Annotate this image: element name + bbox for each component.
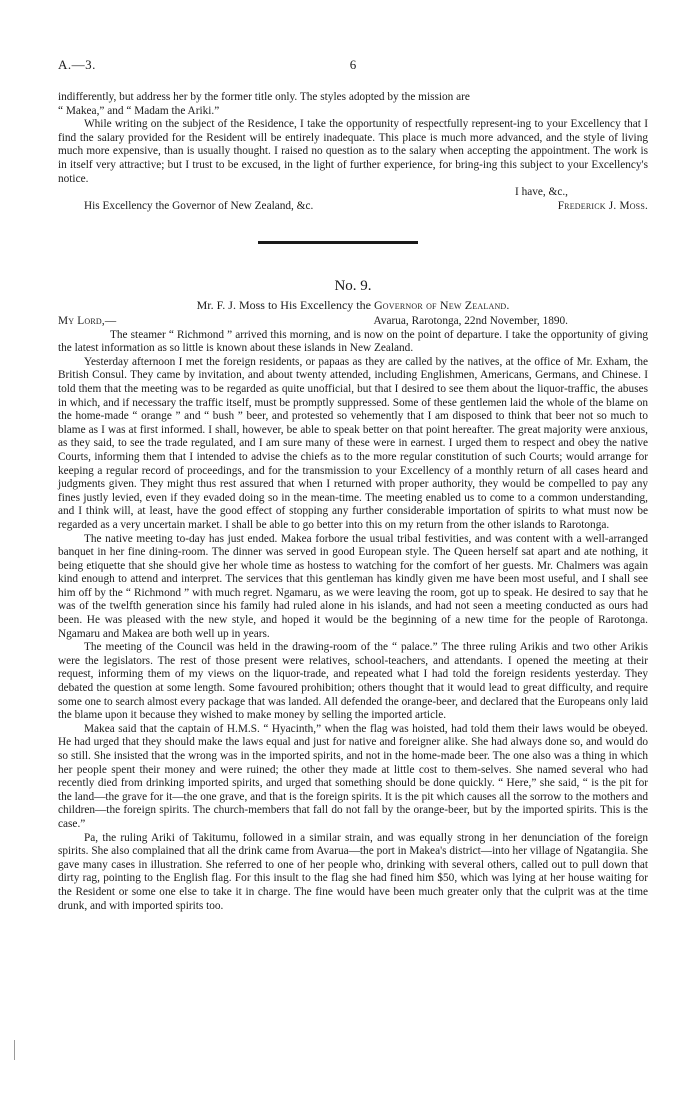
section-divider bbox=[258, 241, 418, 244]
margin-mark bbox=[14, 1040, 15, 1060]
page-number: 6 bbox=[349, 57, 357, 72]
closing-row bbox=[58, 186, 648, 200]
paragraph: While writing on the subject of the Residence, I take the opportunity of respectfully represent-ing to your Excellency that I find the salary provided for the Resident will be entirely inadequate. This place is much more advanced, and the style of living much more expensive, than is usually thought. I raised no question as to the salary when accepting the appointment. The work is in itself very attractive; but I trust to be excused, in the light of further experience, for bring-ing this subject to your Excellency's notice. bbox=[58, 118, 648, 185]
running-header bbox=[58, 58, 648, 76]
paragraph: The meeting of the Council was held in the drawing-room of the “ palace.” The three ruling Arikis and two other Arikis were the legislators. The rest of those present were relatives, school-teachers, and attendants. I opened the meeting at their request, informing them of my views on the liquor-trade, and repeated what I had told the foreign residents yesterday. They debated the question at some length. Some favoured prohibition; others thought that it would lead to great difficulty, and require some one to search almost every package that was landed. All defended the orange-beer, and declared that the Europeans only laid the blame upon it because they wished to make money by selling the imported article. bbox=[58, 641, 648, 722]
paragraph: Makea said that the captain of H.M.S. “ Hyacinth,” when the flag was hoisted, had told them their laws would be obeyed. He had urged that they should make the laws equal and just for native and foreigner alike. She had always done so, and would do so still. She insisted that the wrong was in the imported spirits, and not in the home-made beer. The one also was a thing in which her people spent their money and were ruined; the other they made at little cost to them-selves. She named several who had recently died from drinking imported spirits, and urged that something should be done quickly. “ Here,” she said, “ is the pit for the land—the grave for it—the one grave, and that is the foreign spirits. It is the pit which causes all the sorrow to the mothers and children—the foreign spirits. The church-members that fall do not fall by the orange-beer, but by the imported spirits. This is the case.” bbox=[58, 722, 648, 830]
closing-formula: I have, &c., bbox=[514, 186, 568, 199]
paragraph: The native meeting to-day has just ended. Makea forbore the usual tribal festivities, and was content with a well-arranged banquet in her fine dining-room. The dinner was served in good European style. The Queen herself sat apart and ate nothing, it being etiquette that she should give her whole time as hostess to watching for the comfort of her guests. Mr. Chalmers was again kind enough to attend and interpret. The services that this gentleman has kindly given me have been most useful, and I shall see him off by the “ Richmond ” with much regret. Ngamaru, as we were leaving the room, got up to speak. He desired to say that he was of the twelfth generation since his family had ruled alone in his islands, and had not seen a meeting conducted as ours had been. He was pleased with the new style, and hoped it would be the beginning of a new time for the people of Rarotonga. Ngamaru and Makea are both well up in years. bbox=[58, 532, 648, 640]
letter-number: No. 9. bbox=[334, 278, 372, 294]
salutation: My Lord,— bbox=[58, 315, 117, 327]
signature-row bbox=[58, 200, 648, 214]
letter-title bbox=[58, 298, 648, 313]
paragraph-line: indifferently, but address her by the former title only. The styles adopted by the mission are bbox=[58, 91, 470, 103]
paragraph: The steamer “ Richmond ” arrived this morning, and is now on the point of departure. I take the opportunity of giving the latest information as so little is known about these islands in New Zealand. bbox=[58, 328, 648, 355]
letter-title-suffix: . bbox=[506, 298, 510, 312]
letter-title-prefix: Mr. F. J. Moss to His Excellency the bbox=[196, 298, 374, 312]
signature: Frederick J. Moss. bbox=[557, 199, 648, 212]
paragraph: Pa, the ruling Ariki of Takitumu, followed in a similar strain, and was equally strong in her denunciation of the foreign spirits. She also complained that all the drink came from Avarua—the port in Makea's district—into her village of Ngatangiia. She gave many cases in illustration. She referred to one of her people who, drinking with several others, called out to pull down that dirty rag, pointing to the English flag. For this insult to the flag she had fined him $50, which was lying at her house waiting for the Resident or some one else to take it in charge. The fine would have been much greater only that the culprit was at the time drunk, and with imported spirits too. bbox=[58, 831, 648, 912]
salutation-row bbox=[58, 315, 648, 329]
addressee: His Excellency the Governor of New Zealand, &c. bbox=[84, 199, 314, 212]
paragraph: Yesterday afternoon I met the foreign residents, or papaas as they are called by the natives, at the office of Mr. Exham, the British Consul. They came by invitation, and about twenty attended, including Englishmen, Americans, Germans, and Chinese. I told them that the meeting was to be regarded as quite unofficial, but that I desired to see them about the liquor-traffic, the abuses in which, and if necessary the traffic itself, must be promptly suppressed. Some of these gentlemen laid the whole of the blame on the home-made “ orange ” and “ bush ” beer, and protested so vehemently that I am disposed to think that beer not so much to blame as I was at first informed. I shall, however, be able to speak better on that point hereafter. The great majority were anxious, as they said, to see the trade regulated, and I am sure many of these were in earnest. I urged them to respect and obey the native Courts, informing them that I intended to advise the chiefs as to the more regular constitution of such Courts; would arrange for keeping a regular record of proceedings, and for the transmission to your Excellency of a monthly return of all cases heard and judgments given. They might thus rest assured that when I returned with proper authority, they would be compelled to pay any fines justly levied, even if they evaded doing so in the mean-time. The meeting enabled us to come to a common understanding, and I think will, at least, have the good effect of stopping any further considerable importation of spirits to what must now be regarded as a very uncertain market. I shall be able to go better into this on my return from the other islands to Rarotonga. bbox=[58, 355, 648, 531]
previous-letter-continuation bbox=[58, 91, 648, 213]
document-reference: A.—3. bbox=[58, 57, 96, 72]
letter-no-9 bbox=[58, 276, 648, 913]
letter-title-recipient: Governor of New Zealand bbox=[373, 298, 507, 312]
paragraph-line: “ Makea,” and “ Madam the Ariki.” bbox=[58, 104, 220, 117]
place-date: Avarua, Rarotonga, 22nd November, 1890. bbox=[373, 315, 568, 327]
